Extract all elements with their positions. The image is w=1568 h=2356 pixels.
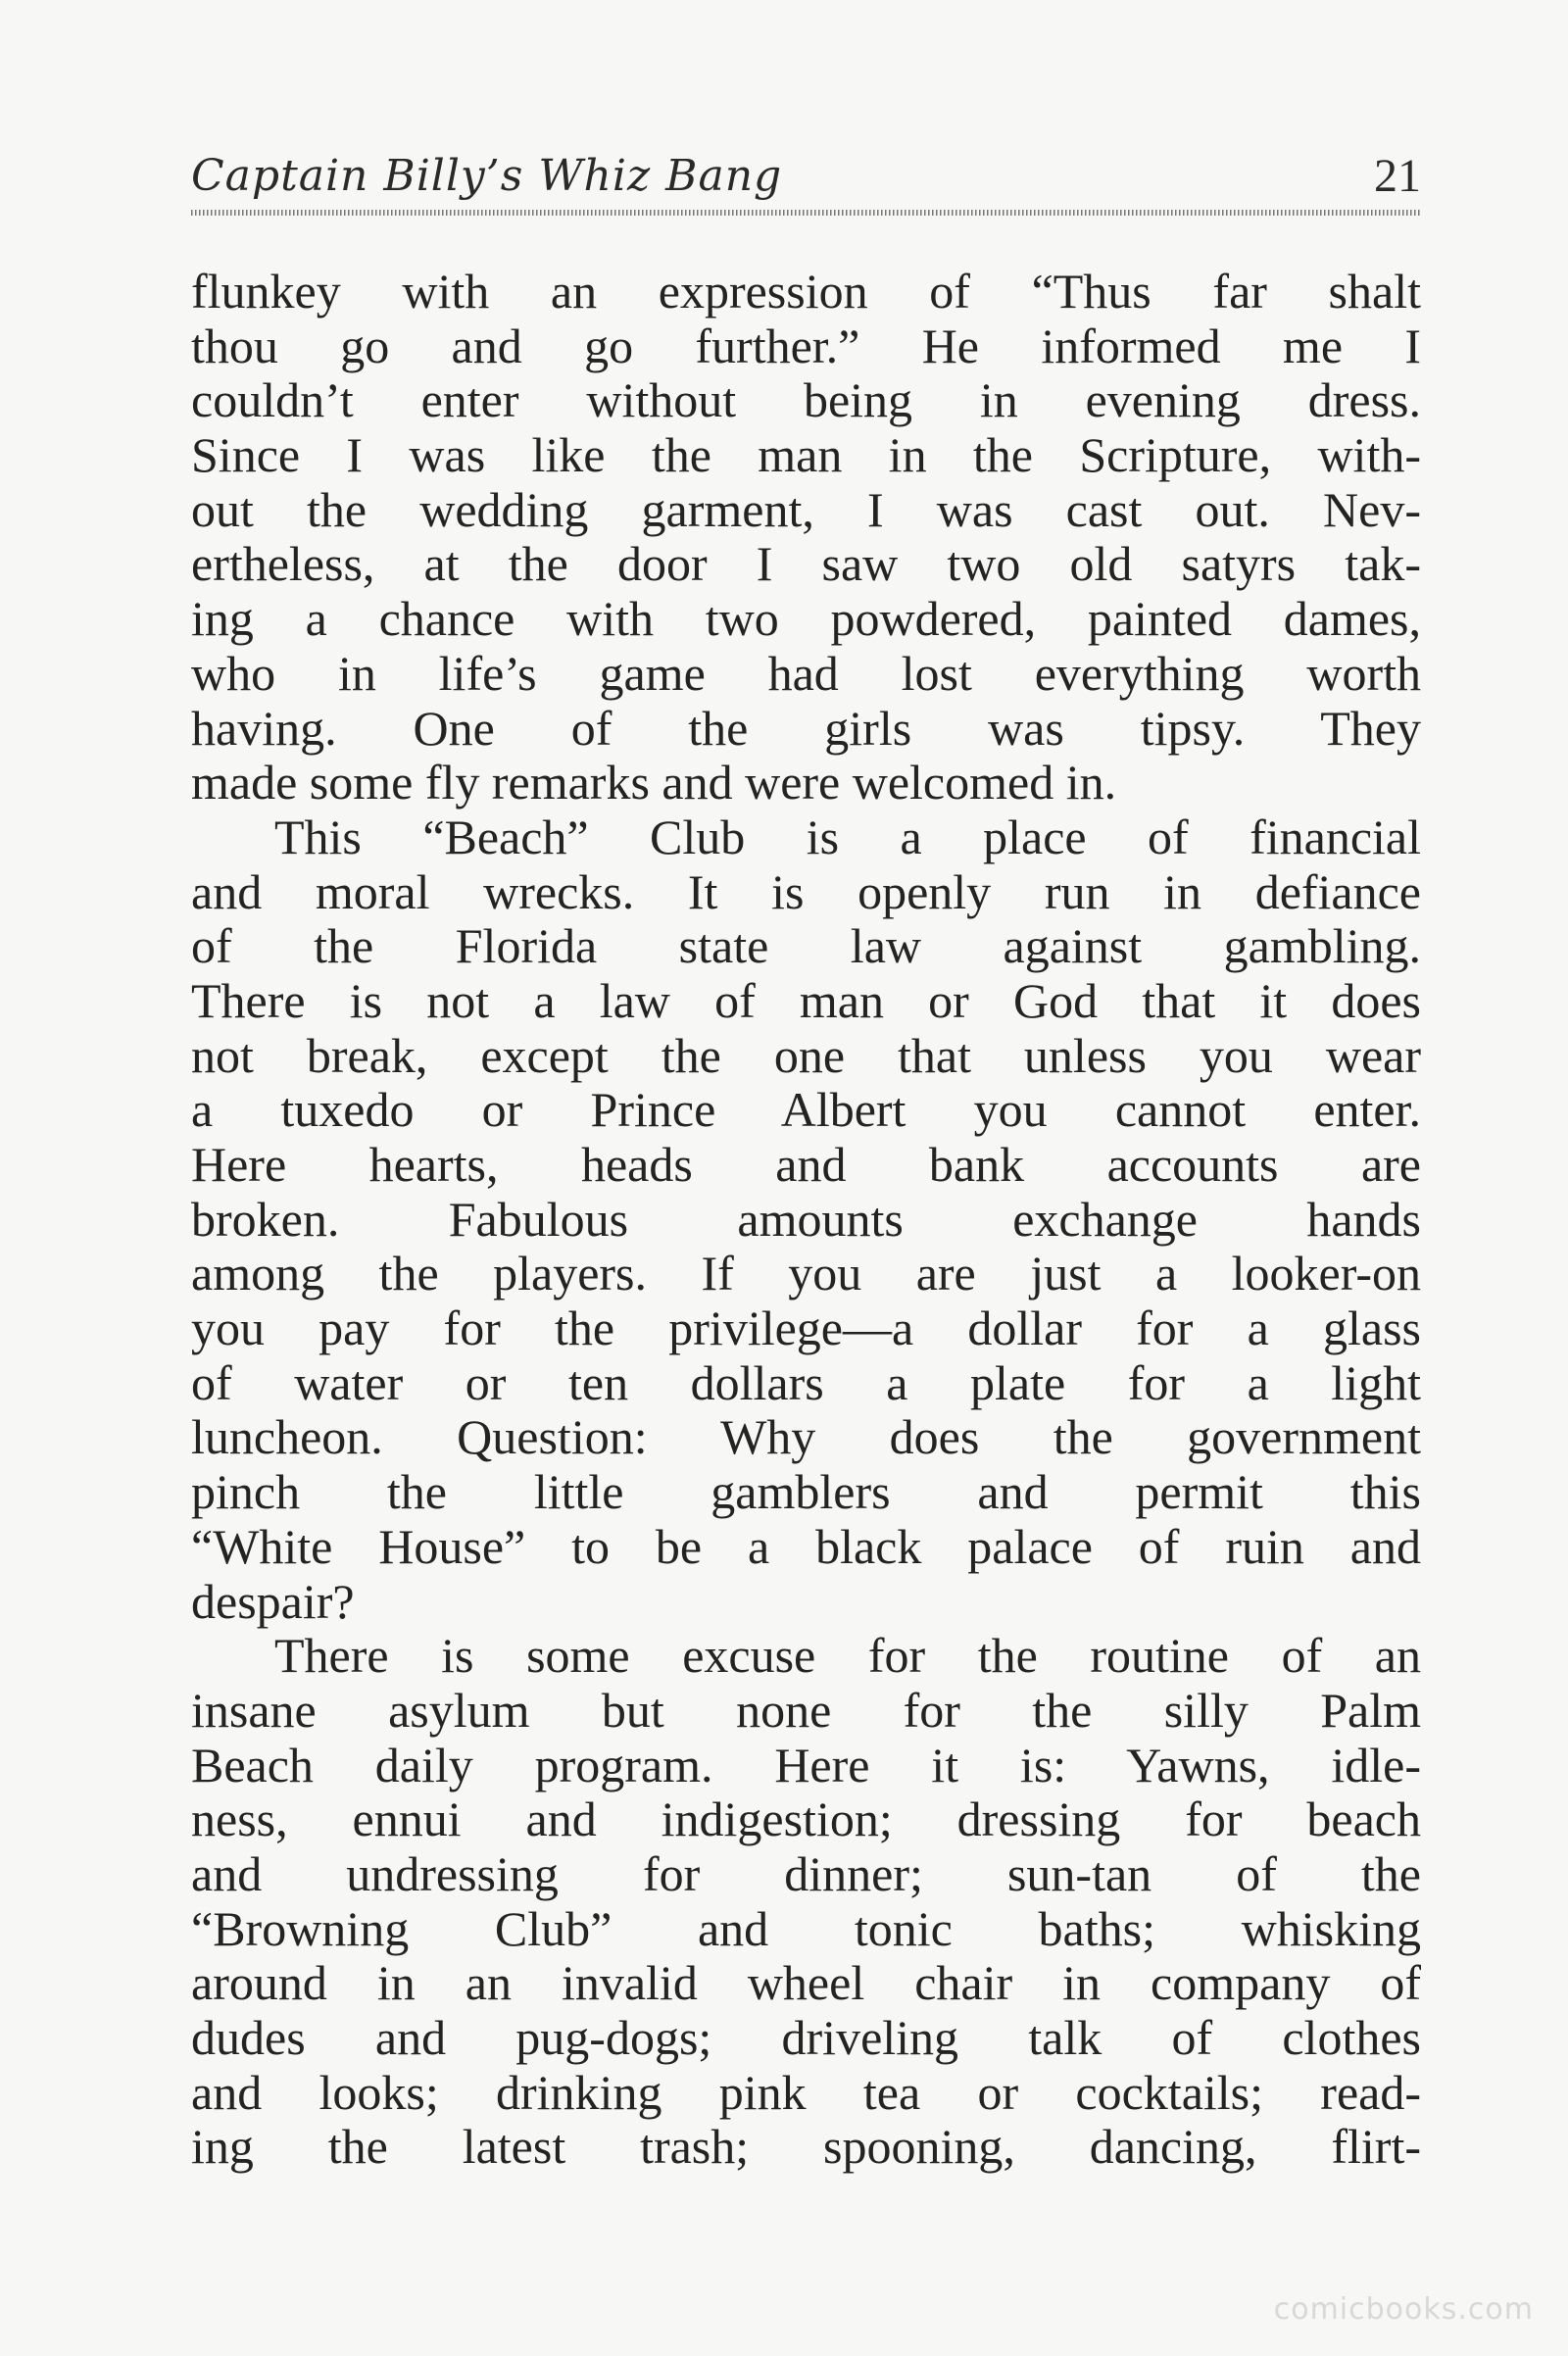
text-line: a tuxedo or Prince Albert you cannot enter. xyxy=(191,1083,1421,1138)
paragraph-first-line: There is some excuse for the routine of an xyxy=(274,1629,1421,1684)
text-line: There is not a law of man or God that it does xyxy=(191,973,1421,1028)
header-rule xyxy=(191,210,1421,216)
text-line: and moral wrecks. It is openly run in defiance xyxy=(191,864,1421,919)
site-watermark: comicbooks.com xyxy=(1273,2292,1534,2327)
text-line: and undressing for dinner; sun-tan of the xyxy=(191,1846,1421,1901)
text-line: who in life’s game had lost everything worth xyxy=(191,646,1421,701)
text-line: despair? xyxy=(191,1574,355,1629)
body-text xyxy=(191,265,1421,2175)
text-line: flunkey with an expression of “Thus far shalt xyxy=(191,265,1421,319)
running-header xyxy=(191,147,1421,206)
paragraph-first-line: This “Beach” Club is a place of financial xyxy=(274,810,1421,864)
text-line: ertheless, at the door I saw two old satyrs tak- xyxy=(191,537,1421,592)
text-line: “White House” to be a black palace of ruin and xyxy=(191,1519,1421,1574)
text-line: thou go and go further.” He informed me I xyxy=(191,319,1421,373)
publication-title: Captain Billy’s Whiz Bang xyxy=(191,151,783,201)
text-line: broken. Fabulous amounts exchange hands xyxy=(191,1192,1421,1247)
text-line: around in an invalid wheel chair in company of xyxy=(191,1956,1421,2011)
text-line: ing the latest trash; spooning, dancing, flirt- xyxy=(191,2120,1421,2175)
text-line: and looks; drinking pink tea or cocktails; read- xyxy=(191,2065,1421,2120)
text-line: pinch the little gamblers and permit this xyxy=(191,1465,1421,1520)
text-line: “Browning Club” and tonic baths; whisking xyxy=(191,1901,1421,1956)
text-line: insane asylum but none for the silly Palm xyxy=(191,1683,1421,1738)
text-line: ness, ennui and indigestion; dressing for beach xyxy=(191,1792,1421,1847)
page-number: 21 xyxy=(1374,150,1421,202)
text-line: ing a chance with two powdered, painted dames, xyxy=(191,592,1421,647)
text-line: of water or ten dollars a plate for a light xyxy=(191,1355,1421,1410)
text-line: among the players. If you are just a looker-on xyxy=(191,1247,1421,1301)
text-line: out the wedding garment, I was cast out. Nev- xyxy=(191,482,1421,537)
text-line: of the Florida state law against gambling. xyxy=(191,919,1421,974)
text-line: dudes and pug-dogs; driveling talk of clothes xyxy=(191,2011,1421,2065)
text-line: having. One of the girls was tipsy. They xyxy=(191,701,1421,756)
text-line: Here hearts, heads and bank accounts are xyxy=(191,1138,1421,1192)
text-line: Beach daily program. Here it is: Yawns, idle- xyxy=(191,1738,1421,1792)
text-line: luncheon. Question: Why does the government xyxy=(191,1410,1421,1465)
text-line: you pay for the privilege—a dollar for a glass xyxy=(191,1301,1421,1356)
text-line: Since I was like the man in the Scripture, with- xyxy=(191,428,1421,483)
text-line: made some fly remarks and were welcomed in. xyxy=(191,756,1117,810)
text-line: not break, except the one that unless you wear xyxy=(191,1028,1421,1083)
text-line: couldn’t enter without being in evening dress. xyxy=(191,373,1421,428)
